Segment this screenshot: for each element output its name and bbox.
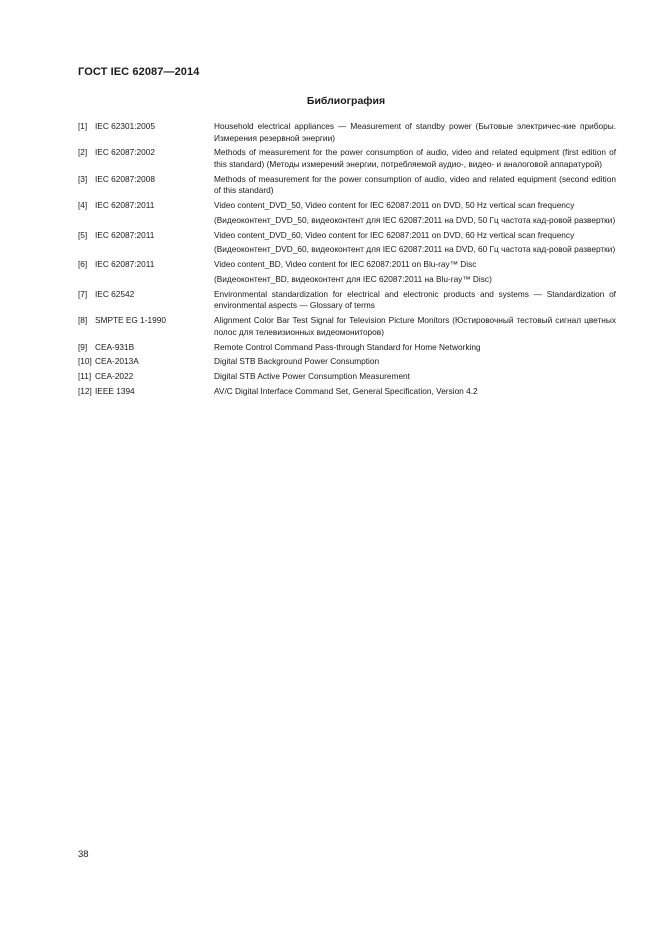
reference-code: SMPTE EG 1-1990 — [95, 315, 167, 326]
reference-number: [2] — [78, 147, 88, 158]
reference-code: CEA-2022 — [95, 371, 134, 382]
reference-description — [214, 147, 616, 170]
reference-entry — [78, 356, 616, 368]
reference-description-paragraph: Alignment Color Bar Test Signal for Television Picture Monitors (Юстировочный тестовый сигнал цветных полос для телевизионных видеомониторов) — [214, 315, 616, 337]
reference-code: IEEE 1394 — [95, 385, 135, 396]
reference-code: IEC 62087:2011 — [95, 200, 155, 211]
reference-entry — [78, 147, 616, 170]
reference-code: IEC 62087:2008 — [95, 173, 155, 184]
reference-number: [11] — [78, 371, 92, 382]
reference-entry — [78, 371, 616, 383]
reference-number: [8] — [78, 315, 88, 326]
reference-entry — [78, 386, 616, 398]
reference-code: IEC 62087:2011 — [95, 259, 155, 270]
reference-entry — [78, 259, 616, 285]
reference-entry — [78, 315, 616, 338]
reference-description-paragraph: Video content_BD, Video content for IEC 62087:2011 on Blu-ray™ Disc — [214, 259, 477, 270]
reference-description — [214, 289, 616, 312]
reference-entry — [78, 230, 616, 256]
reference-number: [1] — [78, 121, 88, 131]
reference-description-paragraph: Digital STB Active Power Consumption Measurement — [214, 371, 410, 382]
reference-description — [214, 386, 616, 398]
reference-code: CEA-931B — [95, 341, 135, 352]
reference-entry — [78, 289, 616, 312]
reference-description — [214, 174, 616, 197]
reference-list — [78, 121, 616, 401]
reference-number: [3] — [78, 173, 88, 184]
reference-description-paragraph: Household electrical appliances — Measurement of standby power (Бытовые электричес-кие приборы. Измерения резервной энергии) — [214, 121, 616, 143]
reference-entry — [78, 342, 616, 354]
page-number: 38 — [78, 849, 89, 860]
reference-description — [214, 121, 616, 144]
reference-description-paragraph: (Видеоконтент_DVD_60, видеоконтент для IEC 62087:2011 на DVD, 60 Гц частота кад-ровой развертки) — [214, 244, 616, 255]
reference-number: [5] — [78, 229, 88, 240]
reference-description — [214, 200, 616, 226]
bibliography-title: Библиография — [306, 95, 386, 107]
reference-number: [10] — [78, 356, 92, 367]
reference-entry — [78, 200, 616, 226]
reference-description-paragraph: Environmental standardization for electrical and electronic products and systems — Standardization of environmental aspects — Glossary of terms — [214, 288, 616, 311]
reference-description — [214, 342, 616, 354]
reference-number: [4] — [78, 200, 88, 211]
reference-description-paragraph: (Видеоконтент_BD, видеоконтент для IEC 62087:2011 на Blu-ray™ Disc) — [214, 274, 492, 285]
reference-description-paragraph: Methods of measurement for the power consumption of audio, video and related equipment (second edition of this standard) — [214, 173, 616, 196]
reference-number: [9] — [78, 341, 88, 352]
reference-description-paragraph: Video content_DVD_50, Video content for IEC 62087:2011 on DVD, 50 Hz vertical scan frequency — [214, 200, 575, 211]
reference-description-paragraph: AV/C Digital Interface Command Set, General Specification, Version 4.2 — [214, 385, 478, 396]
reference-number: [12] — [78, 385, 92, 396]
reference-description-paragraph: Remote Control Command Pass-through Standard for Home Networking — [214, 341, 481, 352]
document-header: ГОСТ IEC 62087—2014 — [78, 66, 200, 78]
reference-description-paragraph: (Видеоконтент_DVD_50, видеоконтент для IEC 62087:2011 на DVD, 50 Гц частота кад-ровой развертки) — [214, 214, 616, 225]
reference-code: IEC 62087:2002 — [95, 147, 155, 158]
reference-description-paragraph: Digital STB Background Power Consumption — [214, 356, 380, 367]
reference-description-paragraph: Video content_DVD_60, Video content for IEC 62087:2011 on DVD, 60 Hz vertical scan frequency — [214, 229, 575, 240]
reference-description — [214, 259, 616, 285]
reference-code: IEC 62542 — [95, 288, 135, 299]
reference-description — [214, 230, 616, 256]
reference-code: CEA-2013A — [95, 356, 139, 367]
reference-description — [214, 356, 616, 368]
reference-entry — [78, 121, 616, 144]
reference-code: IEC 62087:2011 — [95, 229, 155, 240]
reference-number: [7] — [78, 288, 88, 299]
reference-entry — [78, 174, 616, 197]
reference-description — [214, 371, 616, 383]
reference-number: [6] — [78, 259, 88, 270]
reference-code: IEC 62301:2005 — [95, 121, 155, 131]
reference-description — [214, 315, 616, 338]
reference-description-paragraph: Methods of measurement for the power consumption of audio, video and related equipment (first edition of this standard) (Методы измерений энергии, потребляемой аудио-, видео- и аналоговой аппаратурой) — [214, 147, 616, 169]
